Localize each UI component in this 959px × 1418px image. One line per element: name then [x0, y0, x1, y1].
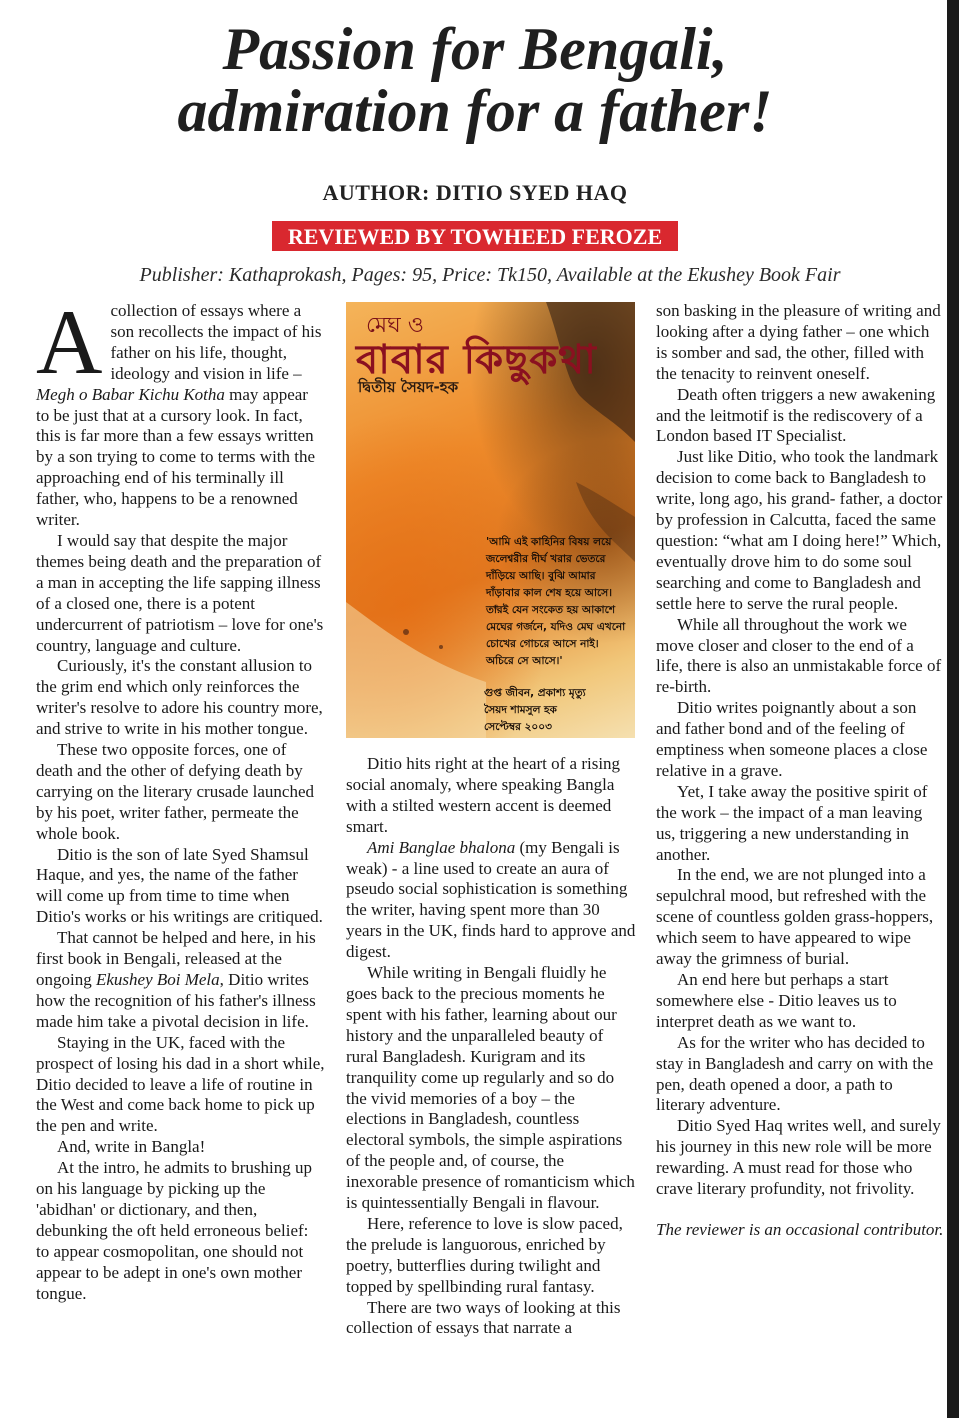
paragraph: An end here but perhaps a start somewhere else - Ditio leaves us to interpret death as we want to. [656, 970, 897, 1031]
paragraph: In the end, we are not plunged into a sepulchral mood, but refreshed with the scene of countless golden grass-hoppers, which seem to have appeared to wipe away the grimness of burial. [656, 865, 934, 969]
cover-quote-source [484, 685, 632, 736]
paragraph: While all throughout the work we move closer and closer to the end of a life, there is also an unmistakable force of re-birth. [656, 614, 942, 697]
cover-quote-line: জলেশ্বরীর দীর্ঘ খরার ভেতরে [486, 553, 606, 565]
cover-source-line: গুপ্ত জীবন, প্রকাশ্য মৃত্যু [484, 687, 586, 699]
cover-title-main: বাবার কিছুকথা [356, 337, 597, 383]
paragraph-text: collection of essays where a son recollects the impact of his father on his life, thought, ideology and vision in life – [110, 301, 322, 383]
reviewer-label: REVIEWED BY TOWHEED FEROZE [272, 221, 678, 251]
paragraph-text: may appear to be just that at a cursory look. In fact, this is far more than a few essays written by a son trying to come to terms with the approaching end of his terminally ill father, who, happens to be a renowned writer. [36, 384, 316, 530]
paragraph-text: (my Bengali is weak) - a line used to create an aura of pseudo social sophistication is something the writer, having spent more than 30 years in the UK, finds hard to approve and digest. [346, 837, 636, 962]
column-1 [36, 291, 325, 1305]
paragraph: And, write in Bangla! [57, 1137, 206, 1157]
paragraph: Staying in the UK, faced with the prospect of losing his dad in a short while, Ditio decided to leave a life of routine in the West and come back home to pick up the pen and write. [36, 1032, 325, 1136]
paragraph: Ditio hits right at the heart of a rising social anomaly, where speaking Bangla with a stilted western accent is deemed smart. [346, 754, 621, 836]
paragraph: Ditio writes poignantly about a son and father bond and of the feeling of emptiness when someone places a close relative in a grave. [656, 698, 928, 780]
event-name-italic: Ekushey Boi Mela [95, 970, 220, 989]
article-title [0, 18, 950, 142]
paragraph: Just like Ditio, who took the landmark decision to come back to Bangladesh to write, long ago, his grand- father, a doctor by profession in Calcutta, faced the same question: “what am I doing here!” Which, eventually drove him to do some soul searching and come to Bangladesh and settle here to serve the rural people. [656, 447, 943, 613]
reviewer-banner [0, 221, 950, 251]
paragraph-text: That cannot be helped and here, in his first book in Bengali, released at the ongoing [36, 928, 316, 989]
paragraph: There are two ways of looking at this collection of essays that narrate a [346, 1297, 621, 1338]
title-line-1: Passion for Bengali, [222, 16, 728, 82]
paragraph: At the intro, he admits to brushing up on his language by picking up the 'abidhan' or dictionary, and then, debunking the oft held erroneous belief: to appear cosmopolitan, one should not appear to be adept in one's own mother tongue. [36, 1158, 312, 1303]
paragraph: Curiously, it's the constant allusion to the grim end which only reinforces the writer's resolve to adore his country more, and strive to write in his mother tongue. [36, 656, 323, 739]
paragraph: I would say that despite the major themes being death and the preparation of a man in accepting the life sapping illness of a closed one, there is a potent undercurrent of patriotism – love for one's country, language and culture. [36, 530, 324, 655]
drop-cap: A [36, 291, 103, 393]
cover-quote-line: চোখের গোচরে আসে নাই। [486, 638, 599, 650]
cover-quote-line: দাঁড়াবার কাল শেষ হয়ে আসে। [486, 587, 612, 599]
paragraph: Yet, I take away the positive spirit of the work – the impact of a man leaving us, triggering a new understanding in another. [656, 781, 928, 864]
reviewer-credit: The reviewer is an occasional contributor. [656, 1219, 944, 1239]
cover-quote-line: তারই যেন সংকেত হয় আকাশে [486, 604, 616, 616]
paragraph [36, 291, 325, 531]
paragraph [346, 838, 636, 963]
page-edge-bar [947, 0, 959, 1418]
cover-quote-line: 'আমি এই কাহিনির বিষয় লয়ে [486, 536, 612, 548]
author-line: AUTHOR: DITIO SYED HAQ [322, 180, 628, 205]
cover-title-top: মেঘ ও [366, 313, 424, 338]
paragraph: While writing in Bengali fluidly he goes back to the precious moments he spent with his father, learning about our history and the unparalleled beauty of rural Bangladesh. Kurigram and its tranquility come up regularly and so do the vivid memories of a boy – the elections in Bangladesh, countless electoral symbols, the simple aspirations of the people and, of course, the inexorable presence of romanticism which is quintessentially Bengali in flavour. [346, 963, 635, 1213]
paragraph [36, 928, 325, 1033]
book-cover-image [346, 302, 635, 738]
book-title-italic: Megh o Babar Kichu Kotha [36, 384, 225, 404]
cover-source-line: সেপ্টেম্বর ২০০৩ [484, 721, 552, 733]
cover-quote-line: অচিরে সে আসে।' [486, 655, 563, 667]
paragraph-text: , Ditio writes how the recognition of his father's illness made him take a pivotal decision in life. [36, 970, 316, 1031]
cover-source-line: সৈয়দ শামসুল হক [484, 704, 557, 716]
paragraph: Ditio is the son of late Syed Shamsul Haque, and yes, the name of the father will come up from time to time when Ditio's works or his writings are critiqued. [36, 844, 323, 927]
paragraph: Death often triggers a new awakening and the leitmotif is the rediscovery of a London based IT Specialist. [656, 384, 936, 446]
paragraph: Ditio Syed Haq writes well, and surely his journey in this new role will be more rewarding. A must read for those who crave literary profundity, not frivolity. [656, 1116, 941, 1199]
cover-quote [486, 534, 626, 670]
column-3 [656, 301, 944, 1241]
cover-quote-line: দাঁড়িয়ে আছি। বুঝি আমার [486, 570, 596, 582]
paragraph: These two opposite forces, one of death and the other of defying death by carrying on the literary crusade launched by his poet, writer father, permeate the whole book. [36, 740, 315, 843]
cover-author: দ্বিতীয় সৈয়দ-হক [358, 378, 459, 396]
paragraph: son basking in the pleasure of writing and looking after a dying father – one which is somber and sad, the other, filled with the tenacity to reinvent oneself. [656, 301, 941, 383]
paragraph: As for the writer who has decided to stay in Bangladesh and carry on with the pen, death opened a door, a path to literary adventure. [656, 1032, 934, 1115]
publisher-info: Publisher: Kathaprokash, Pages: 95, Price: Tk150, Available at the Ekushey Book Fair [139, 264, 841, 286]
column-2 [346, 754, 636, 1339]
title-line-2: admiration for a father! [177, 78, 773, 144]
paragraph: Here, reference to love is slow paced, the prelude is languorous, enriched by poetry, butterflies during twilight and topped by spellbinding rural fantasy. [346, 1213, 623, 1296]
quote-italic: Ami Banglae bhalona [367, 837, 516, 857]
cover-quote-line: মেঘের গর্জনে, যদিও মেঘ এখনো [486, 621, 626, 633]
